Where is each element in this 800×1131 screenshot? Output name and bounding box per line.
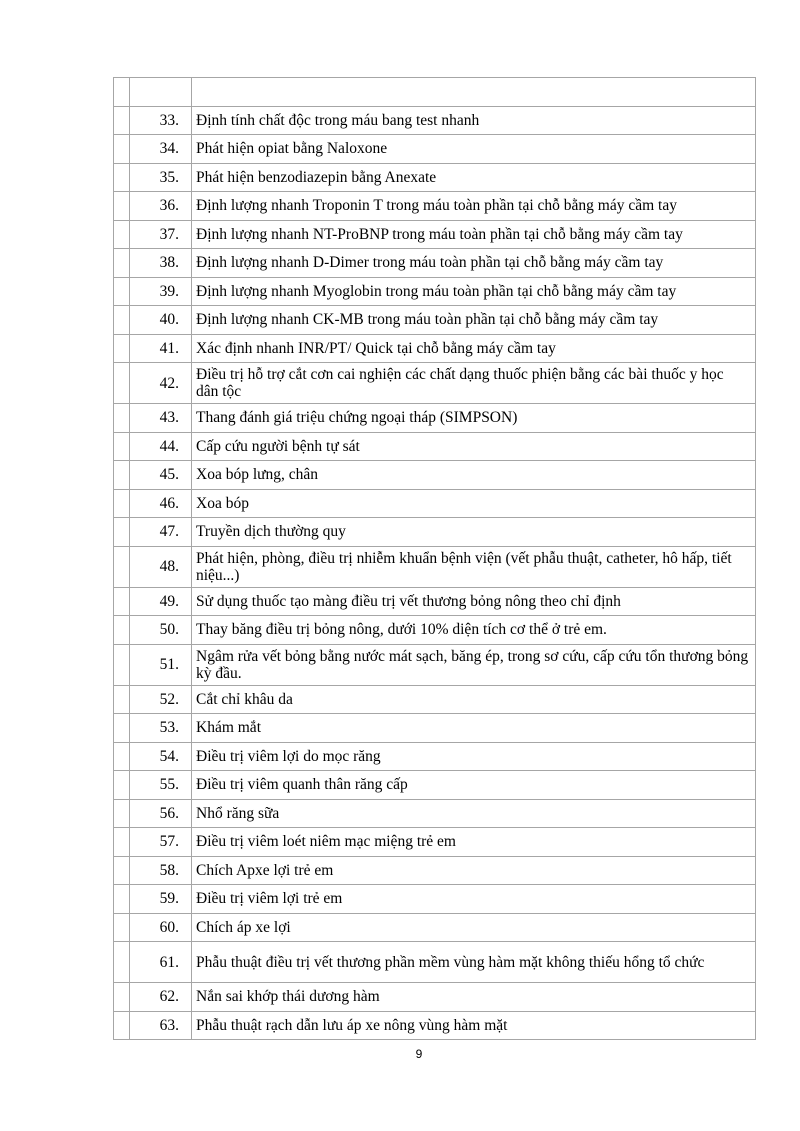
blank-cell [114,913,130,942]
blank-cell [114,1011,130,1040]
procedure-name: Điều trị viêm loét niêm mạc miệng trẻ em [192,828,756,857]
procedure-name: Chích áp xe lợi [192,913,756,942]
procedure-name: Điều trị hỗ trợ cắt cơn cai nghiện các chất dạng thuốc phiện bằng các bài thuốc y học dân tộc [192,363,756,404]
row-number: 60. [130,913,192,942]
table-row [114,1011,756,1040]
blank-cell [114,518,130,547]
procedure-name: Phẫu thuật rạch dẫn lưu áp xe nông vùng hàm mặt [192,1011,756,1040]
blank-cell [114,363,130,404]
procedure-name: Xoa bóp lưng, chân [192,461,756,490]
procedure-name [192,78,756,107]
procedure-table [113,77,756,1040]
procedure-name: Định lượng nhanh Troponin T trong máu toàn phần tại chỗ bằng máy cầm tay [192,192,756,221]
row-number: 63. [130,1011,192,1040]
blank-cell [114,644,130,685]
table-row [114,192,756,221]
table-row [114,799,756,828]
procedure-name: Cắt chỉ khâu da [192,685,756,714]
procedure-name: Định tính chất độc trong máu bang test nhanh [192,106,756,135]
blank-cell [114,163,130,192]
blank-cell [114,334,130,363]
blank-cell [114,306,130,335]
row-number: 49. [130,587,192,616]
row-number: 43. [130,404,192,433]
row-number: 54. [130,742,192,771]
table-row [114,277,756,306]
table-row [114,220,756,249]
blank-cell [114,771,130,800]
table-row [114,913,756,942]
row-number: 56. [130,799,192,828]
procedure-name: Định lượng nhanh NT-ProBNP trong máu toàn phần tại chỗ bằng máy cầm tay [192,220,756,249]
procedure-name: Định lượng nhanh D-Dimer trong máu toàn phần tại chỗ bằng máy cầm tay [192,249,756,278]
table-row [114,742,756,771]
row-number: 41. [130,334,192,363]
table-row [114,685,756,714]
table-row [114,249,756,278]
procedure-name: Xác định nhanh INR/PT/ Quick tại chỗ bằng máy cầm tay [192,334,756,363]
row-number: 34. [130,135,192,164]
table-row [114,135,756,164]
row-number: 58. [130,856,192,885]
row-number: 62. [130,983,192,1012]
procedure-name: Sử dụng thuốc tạo màng điều trị vết thương bỏng nông theo chỉ định [192,587,756,616]
table-row [114,885,756,914]
blank-cell [114,106,130,135]
procedure-name: Cấp cứu người bệnh tự sát [192,432,756,461]
table-row [114,828,756,857]
row-number: 57. [130,828,192,857]
table-row [114,363,756,404]
row-number: 37. [130,220,192,249]
row-number: 45. [130,461,192,490]
table-row [114,546,756,587]
blank-cell [114,489,130,518]
row-number: 61. [130,942,192,983]
row-number: 42. [130,363,192,404]
row-number: 52. [130,685,192,714]
procedure-name: Xoa bóp [192,489,756,518]
procedure-name: Định lượng nhanh Myoglobin trong máu toàn phần tại chỗ bằng máy cầm tay [192,277,756,306]
blank-cell [114,192,130,221]
row-number: 44. [130,432,192,461]
blank-cell [114,546,130,587]
table-row [114,856,756,885]
row-number: 50. [130,616,192,645]
table-row [114,518,756,547]
procedure-name: Định lượng nhanh CK-MB trong máu toàn phần tại chỗ bằng máy cầm tay [192,306,756,335]
table-row [114,404,756,433]
row-number: 47. [130,518,192,547]
page-number: 9 [415,1047,423,1061]
procedure-name: Nhổ răng sữa [192,799,756,828]
blank-cell [114,714,130,743]
row-number: 48. [130,546,192,587]
blank-cell [114,461,130,490]
table-row [114,163,756,192]
blank-cell [114,856,130,885]
procedure-name: Phát hiện, phòng, điều trị nhiễm khuẩn bệnh viện (vết phẫu thuật, catheter, hô hấp, tiết niệu...) [192,546,756,587]
blank-cell [114,135,130,164]
blank-cell [114,277,130,306]
procedure-name: Chích Apxe lợi trẻ em [192,856,756,885]
blank-cell [114,685,130,714]
table-row [114,489,756,518]
table-row [114,432,756,461]
procedure-name: Thay băng điều trị bỏng nông, dưới 10% diện tích cơ thể ở trẻ em. [192,616,756,645]
procedure-name: Truyền dịch thường quy [192,518,756,547]
blank-cell [114,404,130,433]
procedure-name: Phát hiện opiat bằng Naloxone [192,135,756,164]
row-number: 36. [130,192,192,221]
table-row [114,771,756,800]
row-number: 33. [130,106,192,135]
blank-cell [114,587,130,616]
row-number: 59. [130,885,192,914]
table-row [114,106,756,135]
blank-cell [114,942,130,983]
procedure-name: Phẫu thuật điều trị vết thương phần mềm vùng hàm mặt không thiếu hổng tổ chức [192,942,756,983]
procedure-name: Khám mắt [192,714,756,743]
table-row [114,306,756,335]
blank-cell [114,983,130,1012]
row-number: 51. [130,644,192,685]
blank-cell [114,742,130,771]
procedure-name: Thang đánh giá triệu chứng ngoại tháp (SIMPSON) [192,404,756,433]
blank-cell [114,220,130,249]
procedure-table-body [114,78,756,1040]
row-number: 46. [130,489,192,518]
table-row [114,616,756,645]
table-row [114,942,756,983]
table-row [114,461,756,490]
blank-cell [114,799,130,828]
row-number [130,78,192,107]
row-number: 55. [130,771,192,800]
row-number: 39. [130,277,192,306]
table-row [114,983,756,1012]
table-row [114,78,756,107]
row-number: 38. [130,249,192,278]
procedure-name: Điều trị viêm lợi do mọc răng [192,742,756,771]
procedure-name: Ngâm rửa vết bỏng bằng nước mát sạch, băng ép, trong sơ cứu, cấp cứu tổn thương bỏng kỳ đầu. [192,644,756,685]
row-number: 53. [130,714,192,743]
blank-cell [114,828,130,857]
procedure-name: Điều trị viêm quanh thân răng cấp [192,771,756,800]
table-row [114,587,756,616]
table-row [114,714,756,743]
table-row [114,334,756,363]
blank-cell [114,616,130,645]
blank-cell [114,249,130,278]
procedure-name: Điều trị viêm lợi trẻ em [192,885,756,914]
table-row [114,644,756,685]
procedure-name: Nắn sai khớp thái dương hàm [192,983,756,1012]
row-number: 35. [130,163,192,192]
blank-cell [114,432,130,461]
row-number: 40. [130,306,192,335]
procedure-name: Phát hiện benzodiazepin bằng Anexate [192,163,756,192]
blank-cell [114,885,130,914]
blank-cell [114,78,130,107]
